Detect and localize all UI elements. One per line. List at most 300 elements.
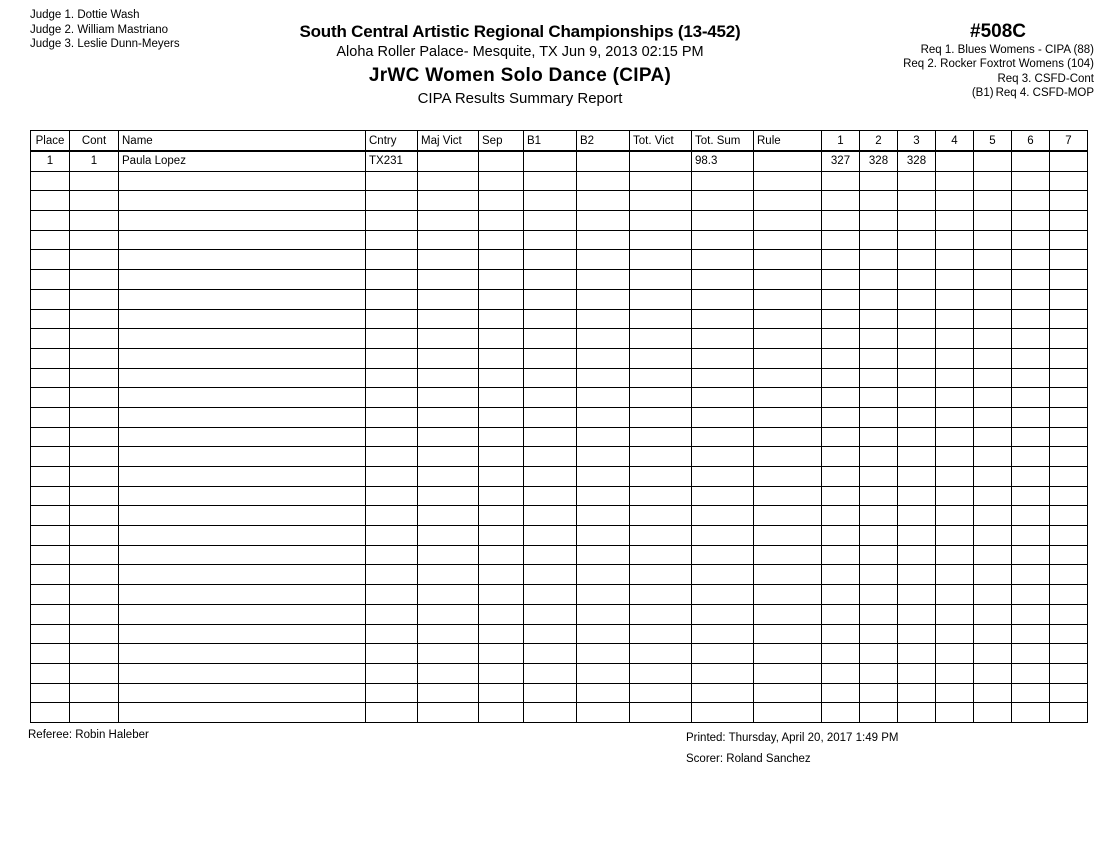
cell-j5 xyxy=(974,506,1012,526)
cell-j6 xyxy=(1012,309,1050,329)
cell-j7 xyxy=(1050,624,1088,644)
cell-rule xyxy=(754,407,822,427)
cell-j5 xyxy=(974,368,1012,388)
table-row-empty[interactable] xyxy=(31,309,1088,329)
column-header-j2: 2 xyxy=(860,131,898,152)
cell-cntry xyxy=(366,624,418,644)
cell-j5 xyxy=(974,329,1012,349)
cell-j2 xyxy=(860,467,898,487)
cell-j3 xyxy=(898,506,936,526)
cell-b2 xyxy=(577,151,630,171)
cell-rule xyxy=(754,663,822,683)
cell-j6 xyxy=(1012,368,1050,388)
cell-sep xyxy=(479,565,524,585)
cell-j4 xyxy=(936,270,974,290)
cell-tot_vict xyxy=(630,191,692,211)
cell-tot_sum xyxy=(692,191,754,211)
cell-rule xyxy=(754,368,822,388)
cell-name xyxy=(119,427,366,447)
table-row-empty[interactable] xyxy=(31,624,1088,644)
cell-tot_sum xyxy=(692,703,754,723)
cell-j5 xyxy=(974,604,1012,624)
cell-cntry xyxy=(366,447,418,467)
cell-j5 xyxy=(974,407,1012,427)
cell-j2 xyxy=(860,486,898,506)
cell-j4 xyxy=(936,289,974,309)
cell-sep xyxy=(479,506,524,526)
table-row-empty[interactable] xyxy=(31,644,1088,664)
cell-cont xyxy=(70,644,119,664)
cell-b1 xyxy=(524,151,577,171)
cell-j4 xyxy=(936,250,974,270)
cell-sep xyxy=(479,151,524,171)
cell-tot_sum xyxy=(692,486,754,506)
cell-j7 xyxy=(1050,191,1088,211)
cell-j1 xyxy=(822,368,860,388)
cell-j2 xyxy=(860,329,898,349)
cell-maj_vict xyxy=(418,309,479,329)
cell-j6 xyxy=(1012,289,1050,309)
requirement-line-2 xyxy=(901,57,1094,71)
cell-b1 xyxy=(524,388,577,408)
cell-j7 xyxy=(1050,348,1088,368)
cell-rule xyxy=(754,211,822,231)
cell-tot_sum xyxy=(692,270,754,290)
cell-j5 xyxy=(974,545,1012,565)
cell-cont xyxy=(70,230,119,250)
cell-j6 xyxy=(1012,388,1050,408)
table-row-empty[interactable] xyxy=(31,368,1088,388)
cell-place xyxy=(31,230,70,250)
cell-name xyxy=(119,447,366,467)
cell-tot_vict xyxy=(630,151,692,171)
cell-b1 xyxy=(524,604,577,624)
cell-cont xyxy=(70,309,119,329)
cell-j2 xyxy=(860,270,898,290)
cell-j6 xyxy=(1012,407,1050,427)
table-row-empty[interactable] xyxy=(31,604,1088,624)
cell-maj_vict xyxy=(418,329,479,349)
report-subtitle: CIPA Results Summary Report xyxy=(417,90,623,107)
table-row-empty[interactable] xyxy=(31,171,1088,191)
cell-j7 xyxy=(1050,526,1088,546)
cell-place xyxy=(31,388,70,408)
cell-cntry xyxy=(366,585,418,605)
cell-j4 xyxy=(936,368,974,388)
cell-sep xyxy=(479,250,524,270)
table-row-empty[interactable] xyxy=(31,250,1088,270)
cell-place xyxy=(31,683,70,703)
cell-j1 xyxy=(822,703,860,723)
cell-j2 xyxy=(860,289,898,309)
cell-tot_sum xyxy=(692,663,754,683)
cell-j3 xyxy=(898,604,936,624)
table-row-empty[interactable] xyxy=(31,467,1088,487)
cell-b2 xyxy=(577,447,630,467)
event-header-block xyxy=(901,21,1094,100)
cell-cntry xyxy=(366,683,418,703)
cell-tot_vict xyxy=(630,427,692,447)
cell-cntry xyxy=(366,329,418,349)
event-number: #508C xyxy=(970,21,1026,42)
table-row[interactable] xyxy=(31,151,1088,171)
cell-tot_vict xyxy=(630,565,692,585)
cell-j3 xyxy=(898,545,936,565)
cell-j4 xyxy=(936,604,974,624)
cell-name xyxy=(119,289,366,309)
cell-j2 xyxy=(860,703,898,723)
cell-tot_sum xyxy=(692,604,754,624)
cell-j4 xyxy=(936,565,974,585)
cell-cont xyxy=(70,506,119,526)
cell-j2 xyxy=(860,211,898,231)
table-row-empty[interactable] xyxy=(31,585,1088,605)
judge-line-3: Judge 3. Leslie Dunn-Meyers xyxy=(30,38,180,50)
judge-line-1: Judge 1. Dottie Wash xyxy=(30,9,140,21)
cell-j4 xyxy=(936,329,974,349)
cell-rule xyxy=(754,427,822,447)
cell-b2 xyxy=(577,585,630,605)
cell-maj_vict xyxy=(418,388,479,408)
cell-sep xyxy=(479,604,524,624)
table-row-empty[interactable] xyxy=(31,663,1088,683)
cell-b1 xyxy=(524,447,577,467)
cell-j1 xyxy=(822,644,860,664)
cell-tot_sum: 98.3 xyxy=(692,151,754,171)
cell-tot_sum xyxy=(692,388,754,408)
cell-j2 xyxy=(860,230,898,250)
cell-cntry xyxy=(366,644,418,664)
cell-tot_sum xyxy=(692,289,754,309)
cell-j2 xyxy=(860,348,898,368)
cell-j7 xyxy=(1050,329,1088,349)
cell-j7 xyxy=(1050,171,1088,191)
cell-cont xyxy=(70,191,119,211)
cell-cntry xyxy=(366,289,418,309)
cell-j1 xyxy=(822,526,860,546)
cell-j1 xyxy=(822,407,860,427)
cell-j4 xyxy=(936,486,974,506)
cell-j3 xyxy=(898,703,936,723)
cell-cntry xyxy=(366,663,418,683)
cell-j6 xyxy=(1012,604,1050,624)
cell-rule xyxy=(754,388,822,408)
cell-tot_vict xyxy=(630,526,692,546)
cell-cntry xyxy=(366,348,418,368)
cell-cont xyxy=(70,467,119,487)
requirement-text-3: Req 3. CSFD-Cont xyxy=(997,72,1094,85)
table-row-empty[interactable] xyxy=(31,565,1088,585)
column-header-name: Name xyxy=(119,131,366,152)
column-header-tot_vict: Tot. Vict xyxy=(630,131,692,152)
table-row-empty[interactable] xyxy=(31,270,1088,290)
column-header-cntry: Cntry xyxy=(366,131,418,152)
cell-j7 xyxy=(1050,447,1088,467)
referee-line: Referee: Robin Haleber xyxy=(28,729,149,741)
cell-place xyxy=(31,368,70,388)
cell-j5 xyxy=(974,683,1012,703)
cell-sep xyxy=(479,447,524,467)
cell-name xyxy=(119,348,366,368)
cell-j6 xyxy=(1012,250,1050,270)
cell-j1 xyxy=(822,388,860,408)
cell-maj_vict xyxy=(418,270,479,290)
cell-j6 xyxy=(1012,151,1050,171)
cell-j3 xyxy=(898,427,936,447)
cell-place xyxy=(31,309,70,329)
cell-maj_vict xyxy=(418,171,479,191)
cell-j6 xyxy=(1012,329,1050,349)
cell-tot_vict xyxy=(630,644,692,664)
column-header-rule: Rule xyxy=(754,131,822,152)
cell-j3 xyxy=(898,624,936,644)
cell-cont xyxy=(70,211,119,231)
requirement-text-4: Req 4. CSFD-MOP xyxy=(995,86,1094,99)
cell-j5 xyxy=(974,250,1012,270)
cell-j1 xyxy=(822,191,860,211)
cell-b1 xyxy=(524,585,577,605)
column-header-j4: 4 xyxy=(936,131,974,152)
cell-maj_vict xyxy=(418,565,479,585)
table-row-empty[interactable] xyxy=(31,526,1088,546)
cell-maj_vict xyxy=(418,151,479,171)
cell-j3 xyxy=(898,644,936,664)
cell-rule xyxy=(754,151,822,171)
cell-j7 xyxy=(1050,230,1088,250)
cell-j5 xyxy=(974,289,1012,309)
printed-line: Printed: Thursday, April 20, 2017 1:49 PM xyxy=(686,732,899,744)
cell-j3 xyxy=(898,663,936,683)
cell-j4 xyxy=(936,348,974,368)
table-row-empty[interactable] xyxy=(31,191,1088,211)
cell-sep xyxy=(479,191,524,211)
cell-cntry xyxy=(366,388,418,408)
cell-j6 xyxy=(1012,585,1050,605)
cell-tot_sum xyxy=(692,348,754,368)
print-footer xyxy=(686,728,898,770)
cell-rule xyxy=(754,329,822,349)
cell-place xyxy=(31,486,70,506)
cell-j3 xyxy=(898,368,936,388)
cell-sep xyxy=(479,703,524,723)
cell-sep xyxy=(479,545,524,565)
cell-j4 xyxy=(936,191,974,211)
cell-j7 xyxy=(1050,663,1088,683)
cell-maj_vict xyxy=(418,447,479,467)
cell-j3 xyxy=(898,329,936,349)
cell-j3 xyxy=(898,526,936,546)
cell-j7 xyxy=(1050,644,1088,664)
cell-tot_sum xyxy=(692,506,754,526)
cell-maj_vict xyxy=(418,703,479,723)
cell-j5 xyxy=(974,447,1012,467)
table-row-empty[interactable] xyxy=(31,683,1088,703)
cell-j3 xyxy=(898,250,936,270)
cell-place xyxy=(31,545,70,565)
table-row-empty[interactable] xyxy=(31,329,1088,349)
cell-j3 xyxy=(898,230,936,250)
cell-j2 xyxy=(860,368,898,388)
cell-tot_sum xyxy=(692,427,754,447)
cell-tot_vict xyxy=(630,250,692,270)
column-header-maj_vict: Maj Vict xyxy=(418,131,479,152)
cell-j7 xyxy=(1050,289,1088,309)
cell-place xyxy=(31,191,70,211)
cell-name xyxy=(119,309,366,329)
table-row-empty[interactable] xyxy=(31,289,1088,309)
table-row-empty[interactable] xyxy=(31,506,1088,526)
cell-j1 xyxy=(822,211,860,231)
cell-name xyxy=(119,506,366,526)
cell-name xyxy=(119,644,366,664)
cell-sep xyxy=(479,289,524,309)
cell-name xyxy=(119,230,366,250)
table-row-empty[interactable] xyxy=(31,348,1088,368)
cell-name xyxy=(119,683,366,703)
cell-b2 xyxy=(577,467,630,487)
cell-j7 xyxy=(1050,427,1088,447)
cell-place xyxy=(31,663,70,683)
table-row-empty[interactable] xyxy=(31,545,1088,565)
table-row-empty[interactable] xyxy=(31,703,1088,723)
cell-rule xyxy=(754,191,822,211)
cell-j5 xyxy=(974,585,1012,605)
cell-j3 xyxy=(898,447,936,467)
cell-name xyxy=(119,545,366,565)
cell-j4 xyxy=(936,447,974,467)
cell-place xyxy=(31,526,70,546)
cell-j6 xyxy=(1012,427,1050,447)
cell-b1 xyxy=(524,526,577,546)
cell-rule xyxy=(754,270,822,290)
cell-rule xyxy=(754,683,822,703)
cell-name xyxy=(119,663,366,683)
table-row-empty[interactable] xyxy=(31,427,1088,447)
cell-b1 xyxy=(524,506,577,526)
cell-j3 xyxy=(898,289,936,309)
cell-b1 xyxy=(524,703,577,723)
cell-name xyxy=(119,388,366,408)
cell-place xyxy=(31,348,70,368)
cell-maj_vict xyxy=(418,348,479,368)
cell-b2 xyxy=(577,565,630,585)
table-header xyxy=(31,131,1088,152)
cell-maj_vict xyxy=(418,467,479,487)
table-row-empty[interactable] xyxy=(31,486,1088,506)
cell-cont xyxy=(70,427,119,447)
table-row-empty[interactable] xyxy=(31,447,1088,467)
cell-cntry xyxy=(366,703,418,723)
cell-maj_vict xyxy=(418,526,479,546)
cell-b1 xyxy=(524,230,577,250)
table-body xyxy=(31,151,1088,722)
cell-tot_vict xyxy=(630,703,692,723)
requirement-line-3 xyxy=(901,72,1094,86)
cell-j6 xyxy=(1012,545,1050,565)
cell-j7 xyxy=(1050,703,1088,723)
cell-tot_vict xyxy=(630,604,692,624)
cell-maj_vict xyxy=(418,644,479,664)
cell-j1 xyxy=(822,230,860,250)
cell-tot_vict xyxy=(630,171,692,191)
cell-rule xyxy=(754,585,822,605)
cell-tot_sum xyxy=(692,250,754,270)
cell-maj_vict xyxy=(418,250,479,270)
cell-maj_vict xyxy=(418,407,479,427)
cell-tot_vict xyxy=(630,270,692,290)
cell-j2 xyxy=(860,545,898,565)
cell-tot_vict xyxy=(630,467,692,487)
cell-j2 xyxy=(860,171,898,191)
cell-place: 1 xyxy=(31,151,70,171)
judges-list xyxy=(30,8,180,52)
cell-rule xyxy=(754,545,822,565)
cell-j6 xyxy=(1012,683,1050,703)
cell-place xyxy=(31,329,70,349)
cell-rule xyxy=(754,703,822,723)
cell-tot_vict xyxy=(630,230,692,250)
cell-j6 xyxy=(1012,644,1050,664)
cell-j2 xyxy=(860,250,898,270)
table-row-empty[interactable] xyxy=(31,407,1088,427)
table-row-empty[interactable] xyxy=(31,211,1088,231)
results-table xyxy=(30,130,1088,723)
cell-tot_sum xyxy=(692,683,754,703)
cell-j5 xyxy=(974,624,1012,644)
cell-j1 xyxy=(822,624,860,644)
cell-j5 xyxy=(974,565,1012,585)
column-header-cont: Cont xyxy=(70,131,119,152)
cell-cont xyxy=(70,329,119,349)
table-row-empty[interactable] xyxy=(31,388,1088,408)
cell-j2 xyxy=(860,624,898,644)
cell-sep xyxy=(479,270,524,290)
cell-cntry xyxy=(366,506,418,526)
cell-place xyxy=(31,289,70,309)
cell-place xyxy=(31,585,70,605)
cell-cntry xyxy=(366,171,418,191)
cell-place xyxy=(31,171,70,191)
cell-cont xyxy=(70,368,119,388)
cell-j1 xyxy=(822,683,860,703)
cell-tot_vict xyxy=(630,407,692,427)
cell-j3 xyxy=(898,270,936,290)
cell-cntry xyxy=(366,250,418,270)
cell-b1 xyxy=(524,348,577,368)
cell-j5 xyxy=(974,151,1012,171)
cell-place xyxy=(31,624,70,644)
cell-tot_sum xyxy=(692,407,754,427)
cell-rule xyxy=(754,624,822,644)
cell-b2 xyxy=(577,289,630,309)
cell-sep xyxy=(479,644,524,664)
table-row-empty[interactable] xyxy=(31,230,1088,250)
cell-tot_vict xyxy=(630,348,692,368)
cell-tot_sum xyxy=(692,585,754,605)
cell-j5 xyxy=(974,171,1012,191)
cell-maj_vict xyxy=(418,211,479,231)
cell-name xyxy=(119,467,366,487)
cell-j2 xyxy=(860,565,898,585)
cell-b2 xyxy=(577,683,630,703)
cell-cont xyxy=(70,624,119,644)
cell-sep xyxy=(479,486,524,506)
cell-j4 xyxy=(936,644,974,664)
cell-j3 xyxy=(898,407,936,427)
cell-place xyxy=(31,447,70,467)
cell-j3 xyxy=(898,683,936,703)
cell-tot_sum xyxy=(692,624,754,644)
